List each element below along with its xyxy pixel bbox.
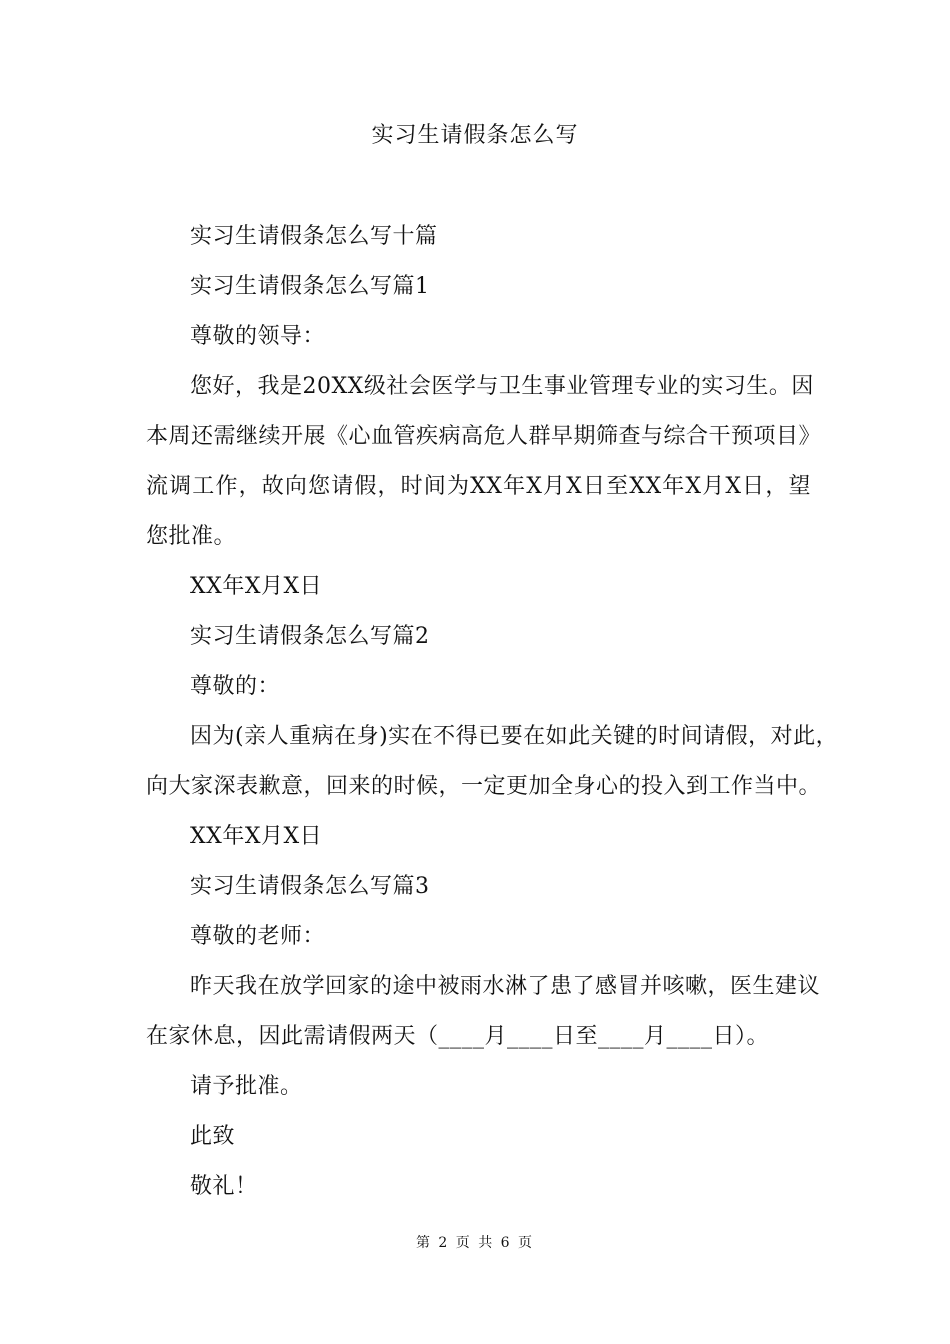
section-heading-3: 实习生请假条怎么写篇3 bbox=[190, 874, 430, 899]
closing-request: 请予批准。 bbox=[190, 1074, 303, 1099]
date-line-1: XX年X月X日 bbox=[190, 574, 323, 599]
body-line: 昨天我在放学回家的途中被雨水淋了患了感冒并咳嗽，医生建议 bbox=[190, 974, 821, 999]
document-title: 实习生请假条怎么写 bbox=[371, 123, 579, 148]
body-line: 本周还需继续开展《心血管疾病高危人群早期筛查与综合干预项目》 bbox=[146, 424, 822, 449]
section-heading-2: 实习生请假条怎么写篇2 bbox=[190, 624, 430, 649]
section-heading-1: 实习生请假条怎么写篇1 bbox=[190, 274, 430, 299]
body-line: 流调工作，故向您请假，时间为XX年X月X日至XX年X月X日，望 bbox=[146, 474, 811, 499]
closing-jingli: 敬礼！ bbox=[190, 1174, 258, 1199]
closing-cizhi: 此致 bbox=[190, 1124, 236, 1149]
date-line-2: XX年X月X日 bbox=[190, 824, 323, 849]
body-line: 向大家深表歉意，回来的时候，一定更加全身心的投入到工作当中。 bbox=[146, 774, 822, 799]
body-line: 因为(亲人重病在身)实在不得已要在如此关键的时间请假，对此， bbox=[190, 724, 839, 749]
salutation-1: 尊敬的领导： bbox=[190, 324, 326, 349]
body-line: 在家休息，因此需请假两天（____月____日至____月____日）。 bbox=[146, 1024, 770, 1049]
salutation-2: 尊敬的： bbox=[190, 674, 281, 699]
page-number: 第 2 页 共 6 页 bbox=[415, 1235, 535, 1251]
body-line: 您好，我是20XX级社会医学与卫生事业管理专业的实习生。因 bbox=[190, 374, 814, 399]
salutation-3: 尊敬的老师： bbox=[190, 924, 326, 949]
body-line: 您批准。 bbox=[146, 524, 237, 549]
subtitle: 实习生请假条怎么写十篇 bbox=[190, 224, 438, 249]
